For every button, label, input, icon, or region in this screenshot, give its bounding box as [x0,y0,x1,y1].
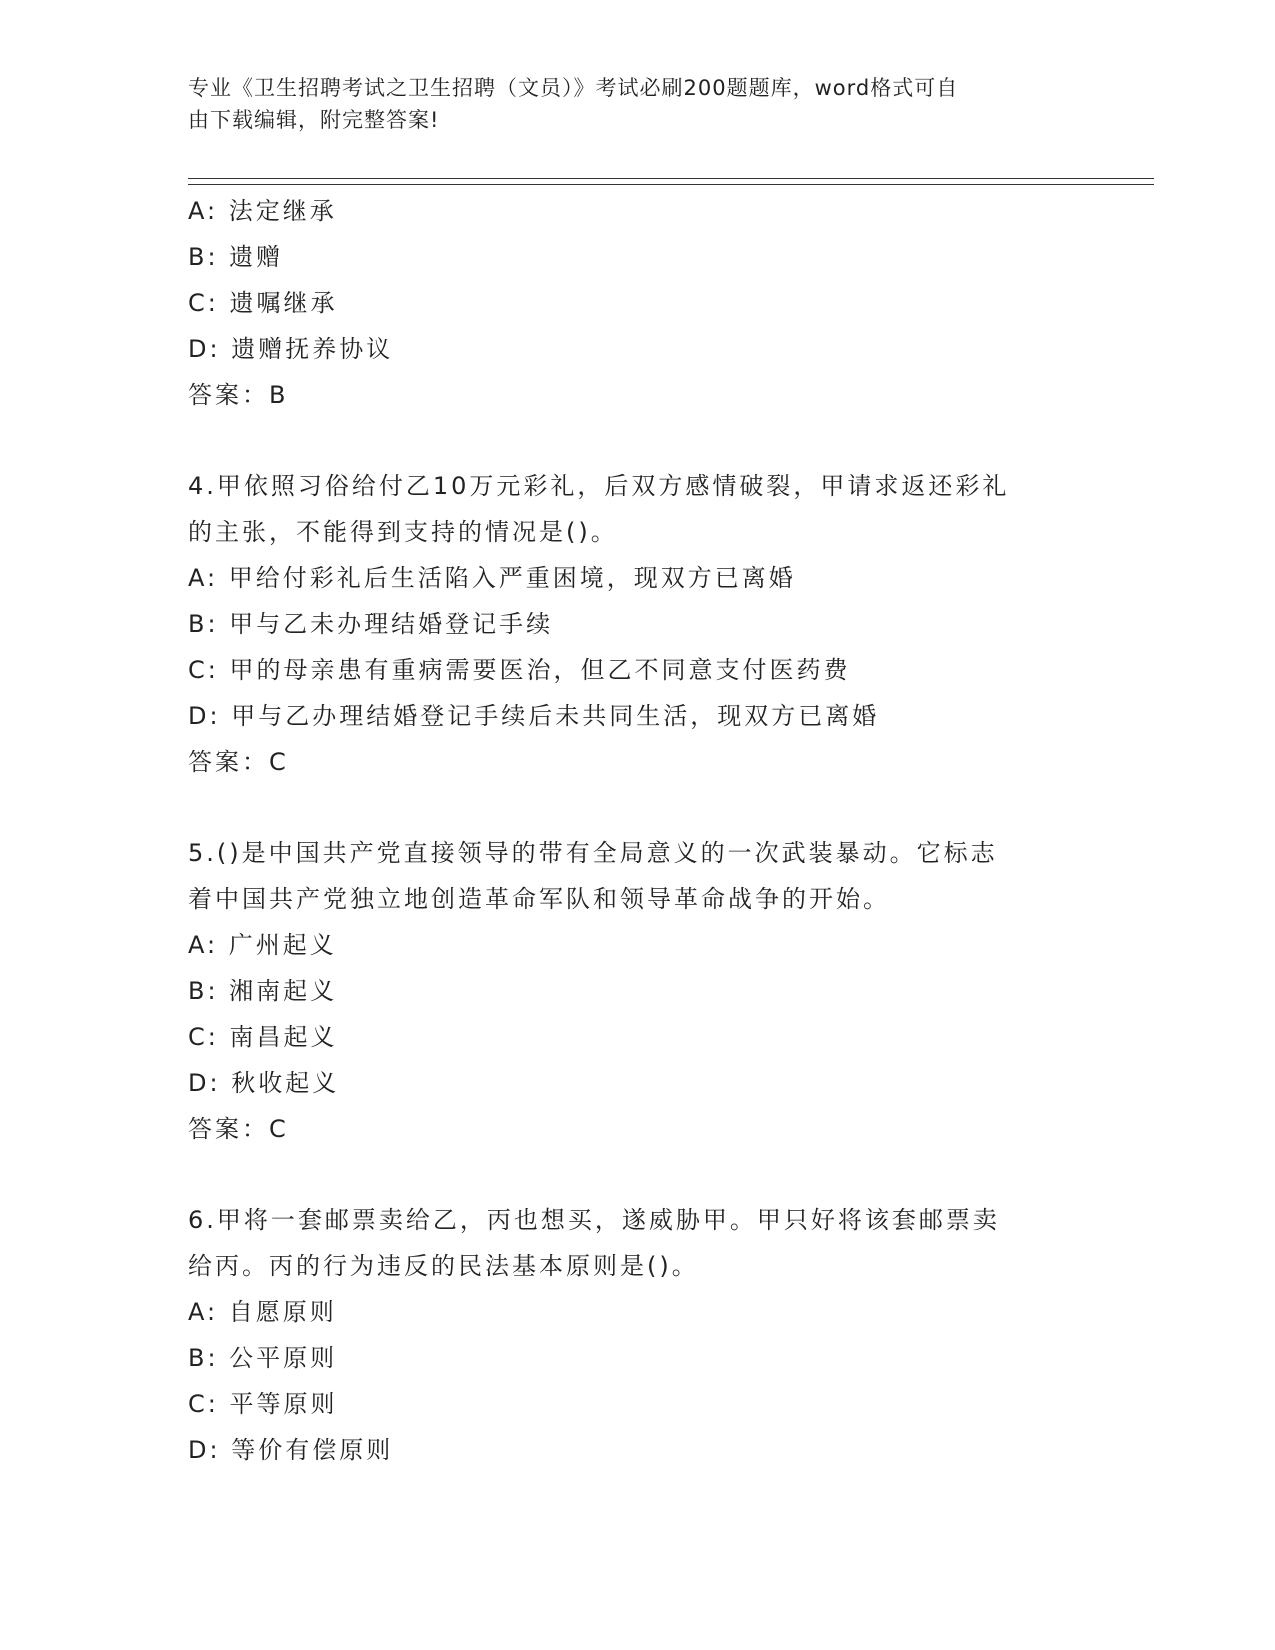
option-b: B: 遗赠 [188,243,284,271]
answer: 答案：B [188,381,289,409]
question-stem-line-2: 的主张，不能得到支持的情况是()。 [188,518,618,546]
question-6 [188,1197,1088,1473]
question-stem-line-2: 着中国共产党独立地创造革命军队和领导革命战争的开始。 [188,885,890,913]
option-d: D: 遗赠抚养协议 [188,335,394,363]
question-list [188,188,1088,1473]
option-c: C: 遗嘱继承 [188,289,338,317]
option-a: A: 甲给付彩礼后生活陷入严重困境，现双方已离婚 [188,564,796,592]
header-line-1: 专业《卫生招聘考试之卫生招聘（文员）》考试必刷200题题库，word格式可自 [188,76,959,100]
option-a: A: 广州起义 [188,931,337,959]
option-c: C: 甲的母亲患有重病需要医治，但乙不同意支付医药费 [188,656,851,684]
question-stem-line-1: 6.甲将一套邮票卖给乙，丙也想买，遂威胁甲。甲只好将该套邮票卖 [188,1206,1000,1234]
question-5 [188,830,1088,1152]
question-3 [188,188,1088,418]
answer: 答案：C [188,1115,289,1143]
option-b: B: 甲与乙未办理结婚登记手续 [188,610,554,638]
question-4 [188,463,1088,785]
header-line-2: 由下载编辑，附完整答案! [188,108,440,132]
question-stem-line-1: 4.甲依照习俗给付乙10万元彩礼，后双方感情破裂，甲请求返还彩礼 [188,472,1010,500]
option-d: D: 等价有偿原则 [188,1436,394,1464]
question-stem-line-2: 给丙。丙的行为违反的民法基本原则是()。 [188,1252,699,1280]
option-b: B: 湘南起义 [188,977,338,1005]
page-header [188,72,1068,136]
option-c: C: 平等原则 [188,1390,338,1418]
answer: 答案：C [188,748,289,776]
option-a: A: 自愿原则 [188,1298,337,1326]
option-a: A: 法定继承 [188,197,337,225]
option-c: C: 南昌起义 [188,1023,338,1051]
option-d: D: 秋收起义 [188,1069,340,1097]
question-stem-line-1: 5.()是中国共产党直接领导的带有全局意义的一次武装暴动。它标志 [188,839,998,867]
header-divider [188,178,1154,185]
option-d: D: 甲与乙办理结婚登记手续后未共同生活，现双方已离婚 [188,702,880,730]
option-b: B: 公平原则 [188,1344,338,1372]
